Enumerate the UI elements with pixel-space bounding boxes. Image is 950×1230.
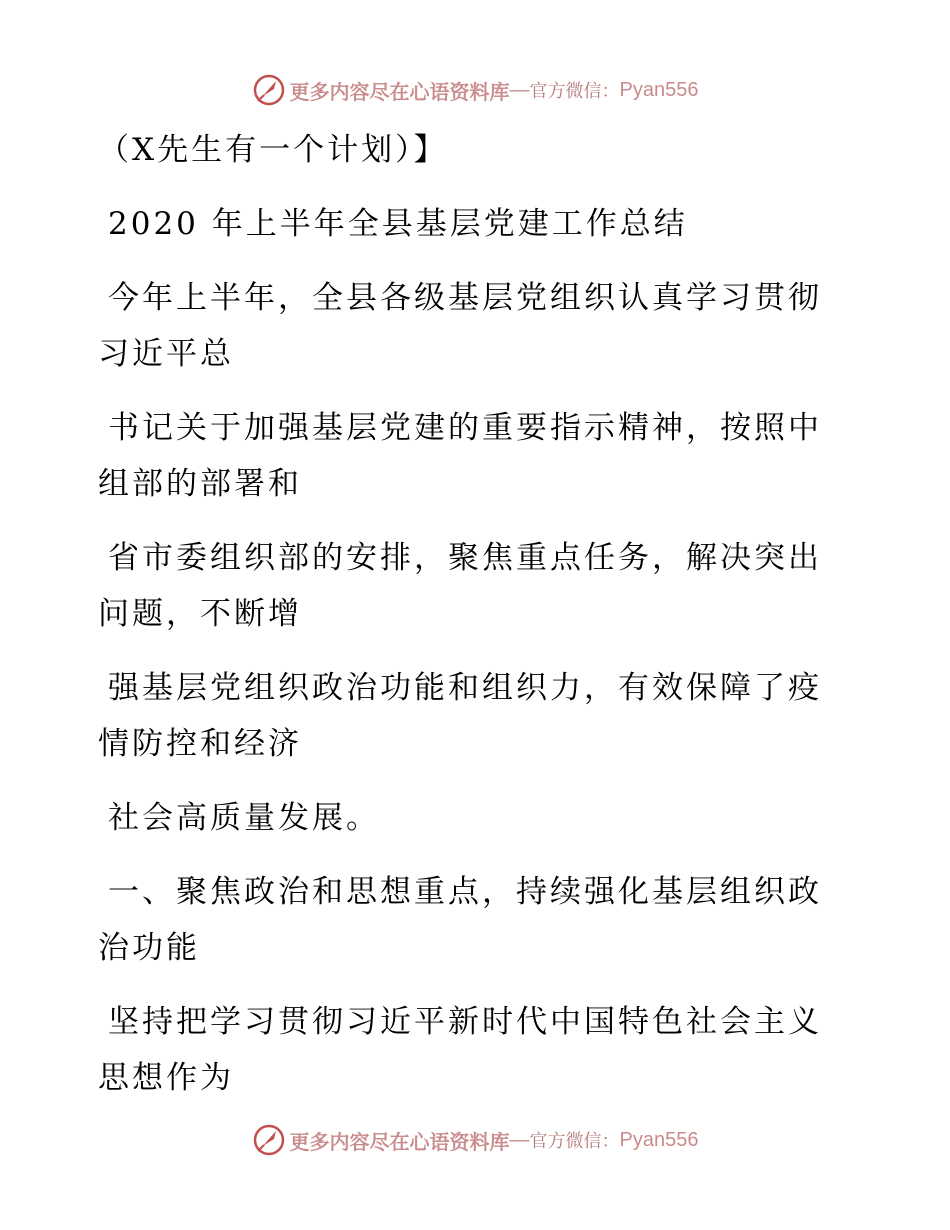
watermark-main-text: 更多内容尽在心语资料库 [289, 79, 510, 104]
paragraph-line: 情防控和经济 [98, 726, 302, 762]
watermark-main-text: 更多内容尽在心语资料库 [289, 1129, 510, 1154]
paragraph-line: 书记关于加强基层党建的重要指示精神，按照中 [108, 410, 822, 446]
paragraph [98, 122, 838, 178]
watermark-sub-text: 官方微信： [529, 81, 620, 102]
paragraph [98, 270, 838, 382]
feather-logo-icon [252, 1123, 286, 1157]
paragraph-line: 治功能 [98, 930, 200, 966]
paragraph-line: 2020 年上半年全县基层党建工作总结 [108, 206, 688, 242]
feather-logo-icon [252, 73, 286, 107]
paragraph-line: 省市委组织部的安排，聚焦重点任务，解决突出 [108, 540, 822, 576]
paragraph-line: 组部的部署和 [98, 466, 302, 502]
paragraph-line: 社会高质量发展。 [108, 800, 380, 836]
paragraph [98, 400, 838, 512]
watermark-wechat-id: Pyan556 [619, 1128, 699, 1151]
paragraph [98, 790, 838, 846]
paragraph [98, 660, 838, 772]
section-heading [98, 864, 838, 976]
paragraph [98, 994, 838, 1106]
paragraph-line: 今年上半年，全县各级基层党组织认真学习贯彻 [108, 280, 822, 316]
paragraph-line: （X先生有一个计划）】 [98, 132, 448, 168]
document-body [98, 122, 838, 1106]
watermark-dash: — [509, 78, 530, 101]
watermark-sub-text: 官方微信： [529, 1131, 620, 1152]
watermark-banner-bottom [0, 1120, 950, 1160]
watermark-wechat-id: Pyan556 [619, 78, 699, 101]
paragraph-line: 强基层党组织政治功能和组织力，有效保障了疫 [108, 670, 822, 706]
watermark-banner-top [0, 70, 950, 110]
paragraph [98, 530, 838, 642]
paragraph-line: 坚持把学习贯彻习近平新时代中国特色社会主义 [108, 1004, 822, 1040]
document-title [98, 196, 838, 252]
paragraph-line: 一、聚焦政治和思想重点，持续强化基层组织政 [108, 874, 822, 910]
paragraph-line: 思想作为 [98, 1060, 234, 1096]
paragraph-line: 问题，不断增 [98, 596, 302, 632]
watermark-dash: — [509, 1128, 530, 1151]
paragraph-line: 习近平总 [98, 336, 234, 372]
